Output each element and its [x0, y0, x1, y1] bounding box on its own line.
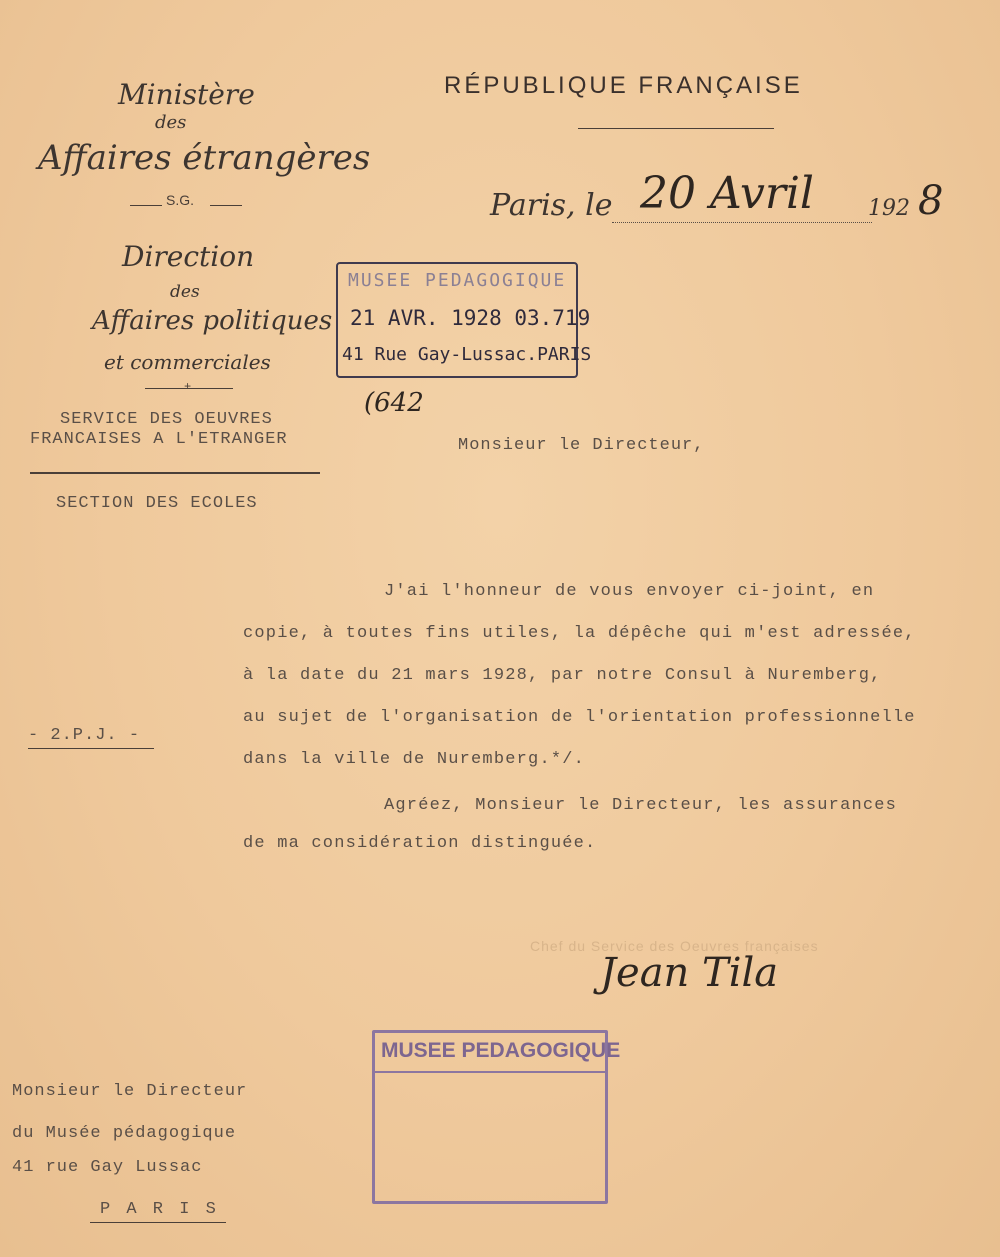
body-line-3: à la date du 21 mars 1928, par notre Consul à Nuremberg, [243, 666, 882, 685]
direction-line2: des [170, 282, 200, 302]
enclosure-note: - 2.P.J. - [28, 726, 141, 745]
bottom-stamp-rule [375, 1071, 605, 1073]
body-line-1: J'ai l'honneur de vous envoyer ci-joint, en [384, 582, 875, 601]
bottom-stamp-label: MUSEE PEDAGOGIQUE [381, 1039, 621, 1062]
addressee-line3: 41 rue Gay Lussac [12, 1158, 203, 1177]
divider-ornament: + [184, 380, 192, 394]
ministry-line3: Affaires étrangères [38, 138, 371, 178]
republic-rule [578, 128, 774, 129]
bottom-stamp [372, 1030, 621, 1204]
direction-line1: Direction [122, 240, 255, 273]
enclosure-underline [28, 748, 154, 749]
addressee-line1: Monsieur le Directeur [12, 1082, 248, 1101]
body-line-4: au sujet de l'organisation de l'orientation professionnelle [243, 708, 916, 727]
service-line1: SERVICE DES OEUVRES [60, 410, 273, 429]
date-year-prefix: 192 [868, 196, 910, 221]
date-place: Paris, le [490, 188, 613, 223]
received-stamp-line1: MUSEE PEDAGOGIQUE [348, 270, 567, 291]
received-stamp-line2: 21 AVR. 1928 03.719 [350, 306, 591, 330]
ministry-code-rule-left [130, 205, 162, 206]
ministry-code-rule-right [210, 205, 242, 206]
service-rule [30, 472, 320, 474]
ministry-line2: des [155, 112, 187, 133]
received-stamp-line3: 41 Rue Gay-Lussac.PARIS [342, 344, 592, 365]
body-line-6: Agréez, Monsieur le Directeur, les assurances [384, 796, 898, 815]
republic-heading: RÉPUBLIQUE FRANÇAISE [444, 72, 803, 99]
body-line-7: de ma considération distinguée. [243, 834, 597, 853]
ministry-line1: Ministère [118, 78, 255, 111]
signature-faded-title: Chef du Service des Oeuvres françaises [530, 938, 819, 954]
date-year-suffix: 8 [918, 178, 944, 224]
ministry-code: S.G. [166, 192, 195, 208]
service-line2: FRANCAISES A L'ETRANGER [30, 430, 288, 449]
handwritten-registry-number: (642 [364, 388, 424, 418]
date-dotted-line [612, 222, 872, 223]
body-line-2: copie, à toutes fins utiles, la dépêche qui m'est adressée, [243, 624, 916, 643]
signature: Jean Tila [600, 950, 779, 996]
salutation: Monsieur le Directeur, [458, 436, 705, 455]
received-stamp [336, 262, 592, 378]
section-label: SECTION DES ECOLES [56, 494, 258, 513]
direction-line4: et commerciales [104, 350, 271, 374]
addressee-underline [90, 1222, 226, 1223]
date-handwritten: 20 Avril [640, 168, 815, 219]
body-line-5: dans la ville de Nuremberg.*/. [243, 750, 586, 769]
direction-line3: Affaires politiques [92, 306, 333, 336]
addressee-line4: P A R I S [100, 1200, 219, 1219]
addressee-line2: du Musée pédagogique [12, 1124, 237, 1143]
